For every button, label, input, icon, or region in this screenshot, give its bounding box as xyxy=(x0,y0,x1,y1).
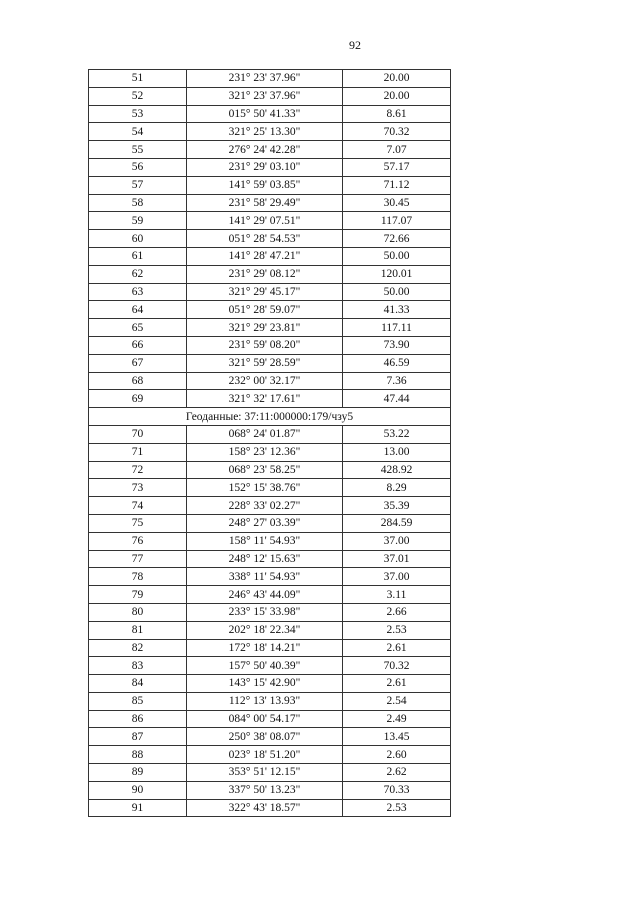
distance-cell: 2.61 xyxy=(343,639,451,657)
section-heading-row xyxy=(89,408,451,426)
bearing-cell: 228° 33' 02.27" xyxy=(187,497,343,515)
point-number-cell: 87 xyxy=(89,728,187,746)
point-number-cell: 73 xyxy=(89,479,187,497)
distance-cell: 2.54 xyxy=(343,692,451,710)
bearing-cell: 321° 29' 45.17" xyxy=(187,283,343,301)
point-number-cell: 81 xyxy=(89,621,187,639)
point-number-cell: 85 xyxy=(89,692,187,710)
point-number-cell: 61 xyxy=(89,247,187,265)
table-row xyxy=(89,354,451,372)
table-row xyxy=(89,514,451,532)
table-row xyxy=(89,212,451,230)
point-number-cell: 67 xyxy=(89,354,187,372)
bearing-cell: 276° 24' 42.28" xyxy=(187,141,343,159)
point-number-cell: 91 xyxy=(89,799,187,817)
point-number-cell: 84 xyxy=(89,675,187,693)
table-row xyxy=(89,176,451,194)
bearing-cell: 051° 28' 59.07" xyxy=(187,301,343,319)
table-row xyxy=(89,425,451,443)
point-number-cell: 72 xyxy=(89,461,187,479)
table-row xyxy=(89,586,451,604)
distance-cell: 428.92 xyxy=(343,461,451,479)
bearing-cell: 246° 43' 44.09" xyxy=(187,586,343,604)
bearing-cell: 141° 29' 07.51" xyxy=(187,212,343,230)
bearing-cell: 202° 18' 22.34" xyxy=(187,621,343,639)
distance-cell: 35.39 xyxy=(343,497,451,515)
section-heading: Геоданные: 37:11:000000:179/чзу5 xyxy=(89,408,451,426)
bearing-cell: 231° 59' 08.20" xyxy=(187,336,343,354)
point-number-cell: 77 xyxy=(89,550,187,568)
distance-cell: 70.33 xyxy=(343,781,451,799)
table-row xyxy=(89,568,451,586)
bearing-cell: 250° 38' 08.07" xyxy=(187,728,343,746)
bearing-cell: 015° 50' 41.33" xyxy=(187,105,343,123)
distance-cell: 2.61 xyxy=(343,675,451,693)
distance-cell: 2.49 xyxy=(343,710,451,728)
table-row xyxy=(89,230,451,248)
bearing-cell: 231° 58' 29.49" xyxy=(187,194,343,212)
distance-cell: 8.29 xyxy=(343,479,451,497)
bearing-cell: 233° 15' 33.98" xyxy=(187,603,343,621)
distance-cell: 20.00 xyxy=(343,87,451,105)
distance-cell: 2.53 xyxy=(343,799,451,817)
distance-cell: 72.66 xyxy=(343,230,451,248)
point-number-cell: 82 xyxy=(89,639,187,657)
distance-cell: 37.00 xyxy=(343,568,451,586)
table-row xyxy=(89,141,451,159)
bearing-cell: 231° 29' 03.10" xyxy=(187,158,343,176)
point-number-cell: 88 xyxy=(89,746,187,764)
bearing-cell: 231° 29' 08.12" xyxy=(187,265,343,283)
distance-cell: 13.00 xyxy=(343,443,451,461)
table-row xyxy=(89,158,451,176)
distance-cell: 46.59 xyxy=(343,354,451,372)
bearing-cell: 337° 50' 13.23" xyxy=(187,781,343,799)
table-row xyxy=(89,497,451,515)
point-number-cell: 57 xyxy=(89,176,187,194)
distance-cell: 2.66 xyxy=(343,603,451,621)
bearing-cell: 152° 15' 38.76" xyxy=(187,479,343,497)
distance-cell: 47.44 xyxy=(343,390,451,408)
bearing-cell: 321° 29' 23.81" xyxy=(187,319,343,337)
table-row xyxy=(89,105,451,123)
bearing-cell: 141° 28' 47.21" xyxy=(187,247,343,265)
table-row xyxy=(89,70,451,88)
distance-cell: 53.22 xyxy=(343,425,451,443)
point-number-cell: 62 xyxy=(89,265,187,283)
bearing-cell: 068° 24' 01.87" xyxy=(187,425,343,443)
distance-cell: 2.60 xyxy=(343,746,451,764)
bearing-cell: 158° 11' 54.93" xyxy=(187,532,343,550)
page-number: 92 xyxy=(349,38,361,52)
table-row xyxy=(89,657,451,675)
point-number-cell: 60 xyxy=(89,230,187,248)
table-row xyxy=(89,532,451,550)
point-number-cell: 76 xyxy=(89,532,187,550)
point-number-cell: 59 xyxy=(89,212,187,230)
table-row xyxy=(89,603,451,621)
table-row xyxy=(89,443,451,461)
table-row xyxy=(89,746,451,764)
point-number-cell: 63 xyxy=(89,283,187,301)
point-number-cell: 75 xyxy=(89,514,187,532)
bearing-cell: 321° 25' 13.30" xyxy=(187,123,343,141)
bearing-cell: 321° 23' 37.96" xyxy=(187,87,343,105)
point-number-cell: 89 xyxy=(89,764,187,782)
table-row xyxy=(89,194,451,212)
bearing-cell: 321° 59' 28.59" xyxy=(187,354,343,372)
table-row xyxy=(89,799,451,817)
bearing-cell: 112° 13' 13.93" xyxy=(187,692,343,710)
distance-cell: 71.12 xyxy=(343,176,451,194)
table-body xyxy=(89,70,451,817)
distance-cell: 41.33 xyxy=(343,301,451,319)
table-row xyxy=(89,710,451,728)
point-number-cell: 78 xyxy=(89,568,187,586)
distance-cell: 2.62 xyxy=(343,764,451,782)
bearing-cell: 157° 50' 40.39" xyxy=(187,657,343,675)
table-row xyxy=(89,764,451,782)
bearing-cell: 248° 12' 15.63" xyxy=(187,550,343,568)
table-row xyxy=(89,123,451,141)
table-row xyxy=(89,265,451,283)
distance-cell: 50.00 xyxy=(343,283,451,301)
point-number-cell: 65 xyxy=(89,319,187,337)
table-row xyxy=(89,247,451,265)
distance-cell: 70.32 xyxy=(343,123,451,141)
bearing-cell: 321° 32' 17.61" xyxy=(187,390,343,408)
bearing-cell: 141° 59' 03.85" xyxy=(187,176,343,194)
point-number-cell: 79 xyxy=(89,586,187,604)
point-number-cell: 51 xyxy=(89,70,187,88)
point-number-cell: 70 xyxy=(89,425,187,443)
distance-cell: 117.07 xyxy=(343,212,451,230)
bearing-cell: 158° 23' 12.36" xyxy=(187,443,343,461)
point-number-cell: 58 xyxy=(89,194,187,212)
point-number-cell: 64 xyxy=(89,301,187,319)
distance-cell: 8.61 xyxy=(343,105,451,123)
distance-cell: 7.07 xyxy=(343,141,451,159)
coordinates-table xyxy=(88,69,451,817)
point-number-cell: 90 xyxy=(89,781,187,799)
distance-cell: 3.11 xyxy=(343,586,451,604)
table-row xyxy=(89,301,451,319)
distance-cell: 284.59 xyxy=(343,514,451,532)
distance-cell: 30.45 xyxy=(343,194,451,212)
bearing-cell: 322° 43' 18.57" xyxy=(187,799,343,817)
distance-cell: 20.00 xyxy=(343,70,451,88)
table-row xyxy=(89,550,451,568)
table-row xyxy=(89,336,451,354)
distance-cell: 7.36 xyxy=(343,372,451,390)
point-number-cell: 56 xyxy=(89,158,187,176)
point-number-cell: 80 xyxy=(89,603,187,621)
distance-cell: 13.45 xyxy=(343,728,451,746)
distance-cell: 2.53 xyxy=(343,621,451,639)
point-number-cell: 83 xyxy=(89,657,187,675)
bearing-cell: 232° 00' 32.17" xyxy=(187,372,343,390)
bearing-cell: 172° 18' 14.21" xyxy=(187,639,343,657)
table-row xyxy=(89,781,451,799)
point-number-cell: 66 xyxy=(89,336,187,354)
point-number-cell: 53 xyxy=(89,105,187,123)
bearing-cell: 231° 23' 37.96" xyxy=(187,70,343,88)
bearing-cell: 143° 15' 42.90" xyxy=(187,675,343,693)
table-row xyxy=(89,461,451,479)
point-number-cell: 55 xyxy=(89,141,187,159)
table-row xyxy=(89,639,451,657)
table-row xyxy=(89,390,451,408)
bearing-cell: 068° 23' 58.25" xyxy=(187,461,343,479)
bearing-cell: 248° 27' 03.39" xyxy=(187,514,343,532)
distance-cell: 73.90 xyxy=(343,336,451,354)
table-row xyxy=(89,479,451,497)
table-row xyxy=(89,319,451,337)
bearing-cell: 023° 18' 51.20" xyxy=(187,746,343,764)
distance-cell: 50.00 xyxy=(343,247,451,265)
table-row xyxy=(89,621,451,639)
bearing-cell: 051° 28' 54.53" xyxy=(187,230,343,248)
point-number-cell: 54 xyxy=(89,123,187,141)
distance-cell: 120.01 xyxy=(343,265,451,283)
distance-cell: 37.01 xyxy=(343,550,451,568)
bearing-cell: 338° 11' 54.93" xyxy=(187,568,343,586)
table-row xyxy=(89,372,451,390)
point-number-cell: 74 xyxy=(89,497,187,515)
point-number-cell: 68 xyxy=(89,372,187,390)
distance-cell: 117.11 xyxy=(343,319,451,337)
point-number-cell: 86 xyxy=(89,710,187,728)
point-number-cell: 69 xyxy=(89,390,187,408)
bearing-cell: 353° 51' 12.15" xyxy=(187,764,343,782)
table-row xyxy=(89,283,451,301)
table-row xyxy=(89,692,451,710)
table-row xyxy=(89,728,451,746)
point-number-cell: 71 xyxy=(89,443,187,461)
bearing-cell: 084° 00' 54.17" xyxy=(187,710,343,728)
table-row xyxy=(89,675,451,693)
distance-cell: 70.32 xyxy=(343,657,451,675)
distance-cell: 37.00 xyxy=(343,532,451,550)
distance-cell: 57.17 xyxy=(343,158,451,176)
point-number-cell: 52 xyxy=(89,87,187,105)
table-row xyxy=(89,87,451,105)
